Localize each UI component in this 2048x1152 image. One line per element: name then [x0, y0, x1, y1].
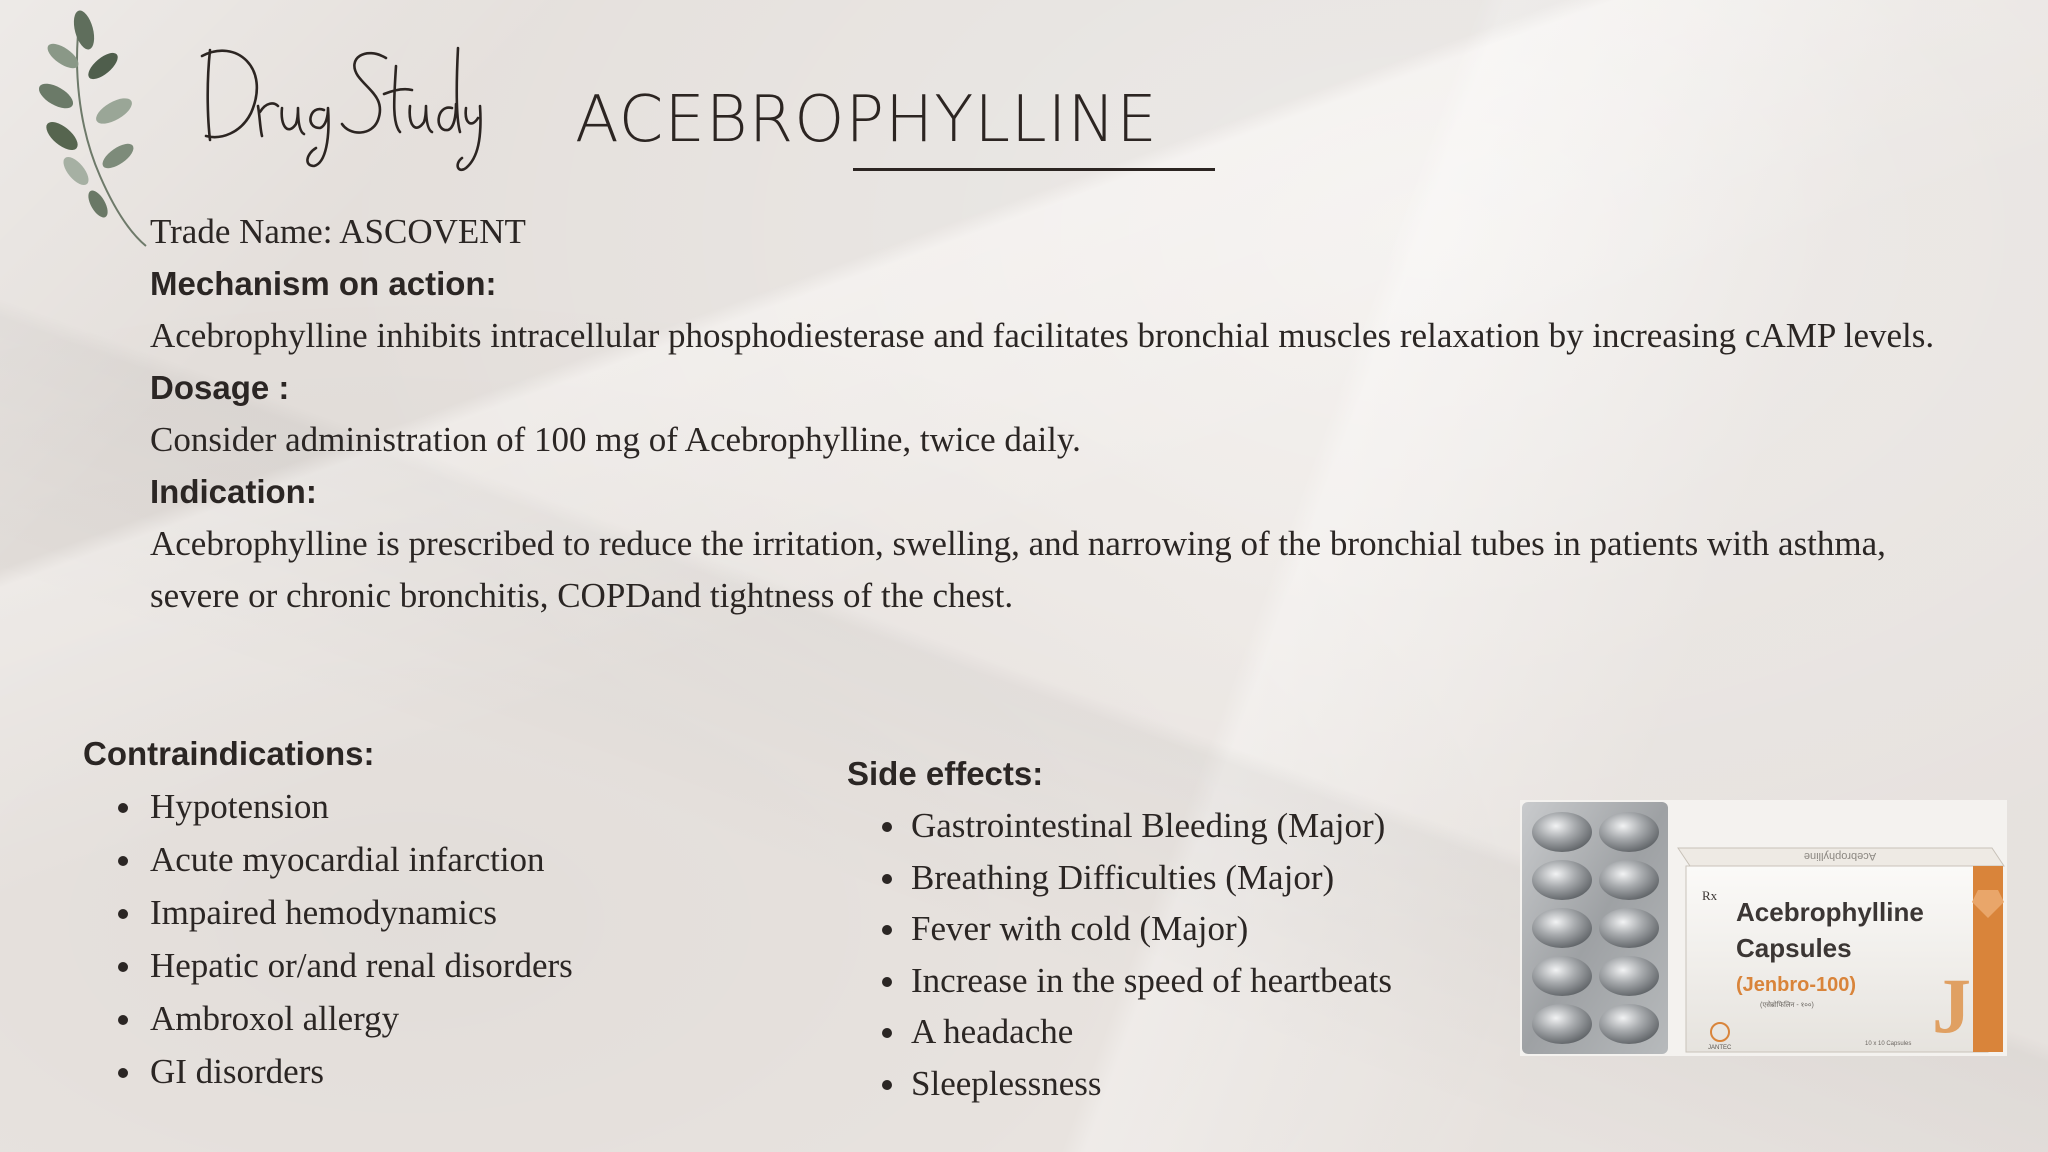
list-item: [847, 903, 1527, 955]
side-effects-list: [847, 800, 1527, 1109]
list-item: [83, 939, 803, 992]
drug-study-script-title: [196, 28, 486, 178]
drug-details: [150, 206, 1980, 622]
medicine-package-image: [1520, 800, 2007, 1056]
list-item: [847, 800, 1527, 852]
box-line2: Capsules: [1736, 933, 1852, 963]
list-item: [83, 780, 803, 833]
list-item-text: Hypotension: [150, 787, 329, 826]
indication-heading: Indication:: [150, 473, 317, 510]
mechanism-heading: Mechanism on action:: [150, 265, 497, 302]
leaf-sprig-decoration: [18, 6, 148, 251]
contraindications-heading: Contraindications:: [83, 735, 375, 772]
bullet-icon: [882, 1080, 892, 1090]
bullet-icon: [882, 1028, 892, 1038]
list-item-text: Gastrointestinal Bleeding (Major): [911, 806, 1386, 845]
bullet-icon: [118, 1068, 128, 1078]
list-item-text: A headache: [911, 1012, 1074, 1051]
side-effects-section: [847, 748, 1527, 1109]
box-sub: (एसेब्रोफिलिन - १००): [1760, 1002, 1814, 1009]
indication-text: Acebrophylline is prescribed to reduce the irritation, swelling, and narrowing of the bronchial tubes in patients with asthma, severe or chronic bronchitis, COPDand tightness of the chest.: [150, 524, 1886, 615]
list-item-text: GI disorders: [150, 1052, 324, 1091]
list-item-text: Ambroxol allergy: [150, 999, 400, 1038]
dosage-text: Consider administration of 100 mg of Acebrophylline, twice daily.: [150, 420, 1081, 459]
side-effects-heading: Side effects:: [847, 755, 1044, 792]
box-variant: (Jenbro-100): [1736, 974, 1857, 996]
list-item: [83, 992, 803, 1045]
bullet-icon: [118, 856, 128, 866]
list-item: [83, 1045, 803, 1098]
dosage-heading: Dosage :: [150, 369, 290, 406]
list-item-text: Acute myocardial infarction: [150, 840, 545, 879]
list-item: [847, 852, 1527, 904]
list-item: [847, 1006, 1527, 1058]
bullet-icon: [882, 874, 892, 884]
mechanism-text: Acebrophylline inhibits intracellular phosphodiesterase and facilitates bronchial muscles relaxation by increasing cAMP levels.: [150, 316, 1935, 355]
list-item: [847, 955, 1527, 1007]
bullet-icon: [118, 909, 128, 919]
list-item-text: Sleeplessness: [911, 1063, 1102, 1103]
bullet-icon: [882, 925, 892, 935]
bullet-icon: [882, 977, 892, 987]
box-pack: 10 x 10 Capsules: [1865, 1041, 1912, 1047]
product-image: [1520, 800, 2007, 1056]
list-item: [83, 886, 803, 939]
bullet-icon: [882, 822, 892, 832]
trade-name: Trade Name: ASCOVENT: [150, 212, 526, 251]
list-item-text: Fever with cold (Major): [911, 909, 1249, 948]
box-company: JANTEC: [1708, 1045, 1732, 1051]
drug-name-title: ACEBROPHYLLINE: [575, 83, 1158, 157]
bullet-icon: [118, 803, 128, 813]
contraindications-section: [83, 728, 803, 1098]
box-top-brand: Acebrophylline: [1803, 850, 1877, 862]
box-rx: Rx: [1702, 888, 1718, 903]
box-line1: Acebrophylline: [1736, 897, 1924, 927]
box-logo-letter: J: [1932, 962, 1971, 1049]
list-item-text: Increase in the speed of heartbeats: [911, 960, 1393, 1000]
list-item: [847, 1058, 1527, 1110]
list-item-text: Impaired hemodynamics: [150, 893, 497, 932]
bullet-icon: [118, 1015, 128, 1025]
list-item-text: Breathing Difficulties (Major): [911, 857, 1335, 897]
contraindications-list: [83, 780, 803, 1098]
title-underline: [853, 168, 1215, 171]
list-item-text: Hepatic or/and renal disorders: [150, 946, 573, 985]
list-item: [83, 833, 803, 886]
bullet-icon: [118, 962, 128, 972]
